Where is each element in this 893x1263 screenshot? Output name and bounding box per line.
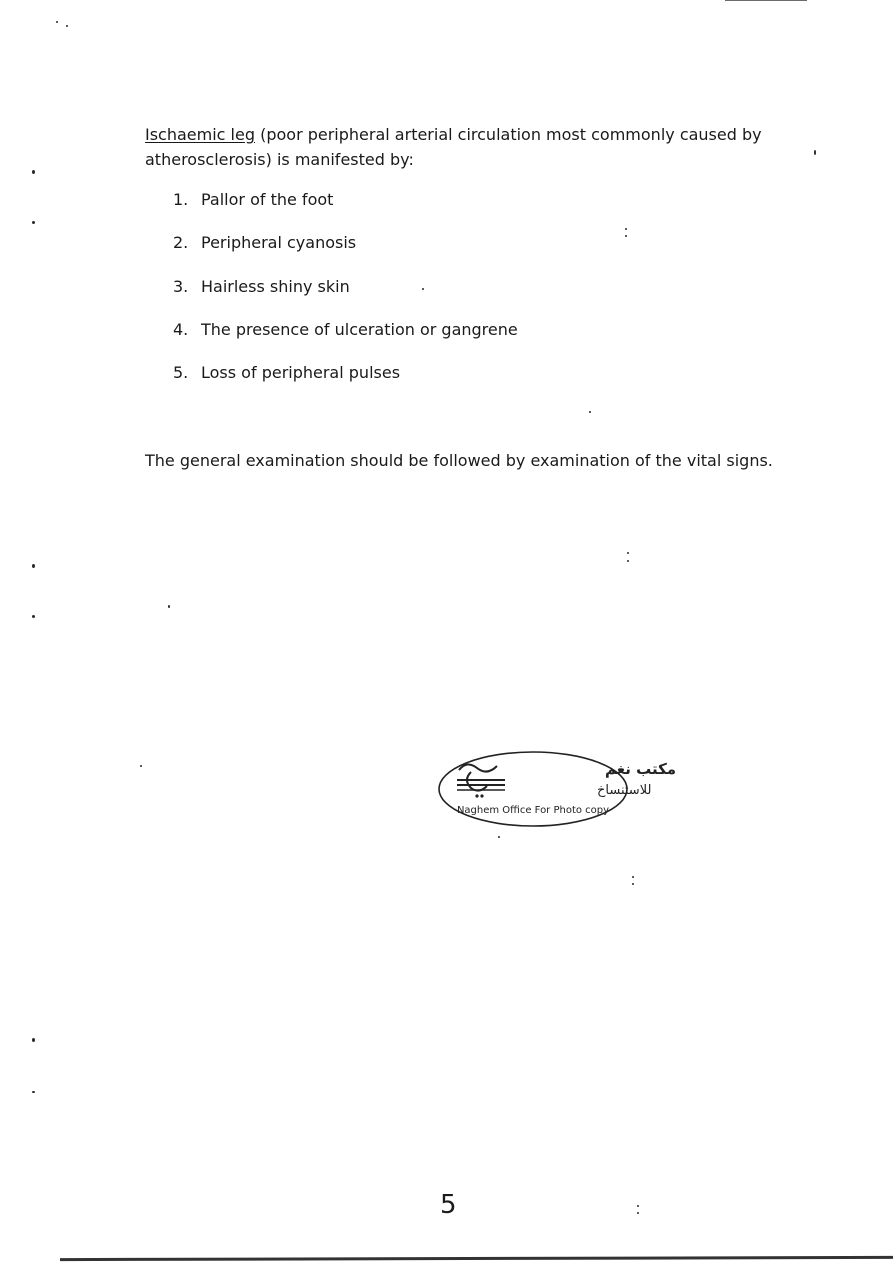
scan-speck — [168, 605, 170, 608]
list-item — [173, 273, 518, 316]
stamp-english-text: Naghem Office For Photo copy — [456, 805, 610, 816]
signs-list — [173, 186, 518, 402]
closing-sentence: The general examination should be followed by examination of the vital signs. — [145, 451, 773, 470]
stamp-arabic-line2: للاستنساخ — [597, 783, 652, 798]
list-item-text: Peripheral cyanosis — [201, 233, 357, 253]
scan-speck — [625, 228, 627, 230]
scan-speck — [632, 883, 634, 885]
scan-speck — [498, 836, 500, 838]
list-item-number: 4. — [173, 319, 189, 339]
list-item-text: Hairless shiny skin — [201, 276, 350, 296]
scan-speck — [589, 411, 591, 413]
stamp-logo-icon — [457, 764, 505, 797]
scan-speck — [66, 25, 68, 27]
intro-term: Ischaemic leg — [145, 125, 255, 144]
list-item-number: 3. — [173, 276, 189, 296]
list-item — [173, 186, 518, 229]
scan-speck — [32, 170, 35, 174]
scan-speck — [625, 235, 627, 237]
list-item-number: 1. — [173, 190, 189, 209]
intro-text: (poor peripheral arterial circulation most commonly caused by atherosclerosis) is manifested by: — [145, 125, 762, 169]
scan-speck — [814, 150, 816, 155]
intro-paragraph — [145, 122, 785, 172]
scan-speck — [32, 221, 35, 224]
bottom-edge-line — [60, 1256, 893, 1261]
scan-speck — [140, 765, 142, 767]
scan-speck — [632, 876, 634, 878]
scan-speck — [627, 560, 629, 562]
top-edge-line — [725, 0, 807, 1]
list-item-text: The presence of ulceration or gangrene — [201, 319, 518, 339]
scan-speck — [56, 21, 58, 23]
list-item — [173, 359, 518, 402]
list-item — [173, 316, 518, 359]
scan-speck — [32, 564, 35, 568]
list-item-number: 5. — [173, 363, 189, 383]
list-item-number: 2. — [173, 233, 189, 253]
scan-speck — [637, 1205, 639, 1207]
stamp-arabic-line1: مكتب نغم — [605, 760, 677, 778]
scan-speck — [32, 1091, 35, 1093]
scan-speck — [422, 288, 424, 290]
scan-speck — [627, 552, 629, 554]
page-number: 5 — [440, 1190, 457, 1220]
scan-speck — [32, 615, 35, 618]
photocopy-office-stamp — [437, 750, 677, 828]
scan-speck — [637, 1212, 639, 1214]
list-item-text: Pallor of the foot — [201, 190, 334, 209]
list-item — [173, 229, 518, 272]
list-item-text: Loss of peripheral pulses — [201, 363, 401, 383]
scan-speck — [32, 1038, 35, 1042]
